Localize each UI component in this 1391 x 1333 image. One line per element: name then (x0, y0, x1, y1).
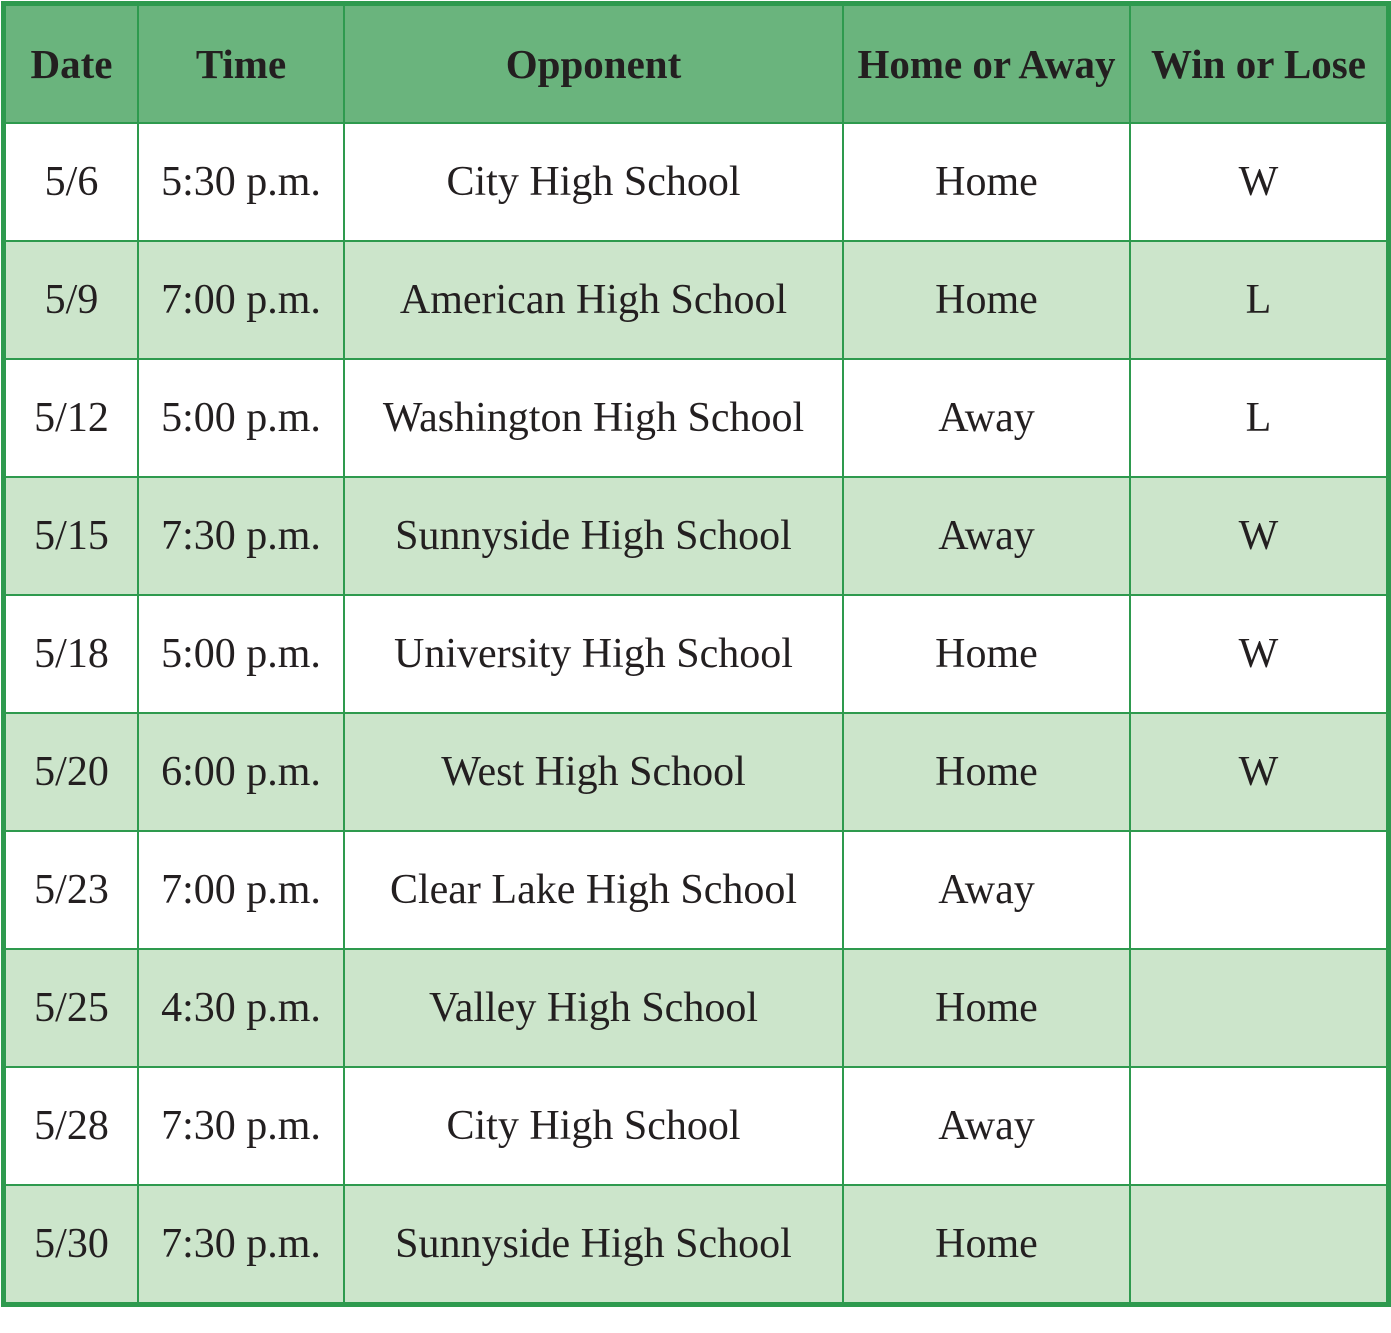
cell-time: 7:00 p.m. (138, 831, 344, 949)
table-row (5, 949, 1387, 1067)
cell-win-or-lose: W (1130, 595, 1387, 713)
header-opponent: Opponent (344, 5, 843, 123)
table-header (5, 5, 1387, 123)
cell-time: 6:00 p.m. (138, 713, 344, 831)
cell-win-or-lose: L (1130, 359, 1387, 477)
cell-opponent: West High School (344, 713, 843, 831)
cell-opponent: Sunnyside High School (344, 477, 843, 595)
header-time: Time (138, 5, 344, 123)
cell-home-or-away: Away (843, 359, 1130, 477)
table-row (5, 831, 1387, 949)
cell-opponent: University High School (344, 595, 843, 713)
cell-date: 5/9 (5, 241, 138, 359)
cell-date: 5/25 (5, 949, 138, 1067)
cell-home-or-away: Home (843, 949, 1130, 1067)
cell-time: 5:00 p.m. (138, 359, 344, 477)
table-row (5, 1185, 1387, 1303)
cell-home-or-away: Home (843, 595, 1130, 713)
cell-win-or-lose (1130, 831, 1387, 949)
header-home-or-away: Home or Away (843, 5, 1130, 123)
cell-home-or-away: Away (843, 831, 1130, 949)
cell-time: 5:30 p.m. (138, 123, 344, 241)
cell-date: 5/15 (5, 477, 138, 595)
cell-home-or-away: Away (843, 1067, 1130, 1185)
table-body (5, 123, 1387, 1303)
header-date: Date (5, 5, 138, 123)
cell-date: 5/6 (5, 123, 138, 241)
cell-win-or-lose: W (1130, 477, 1387, 595)
cell-win-or-lose: L (1130, 241, 1387, 359)
cell-time: 7:30 p.m. (138, 477, 344, 595)
header-row (5, 5, 1387, 123)
cell-home-or-away: Home (843, 713, 1130, 831)
schedule-table (4, 4, 1388, 1304)
table-row (5, 713, 1387, 831)
cell-date: 5/30 (5, 1185, 138, 1303)
cell-date: 5/12 (5, 359, 138, 477)
table-row (5, 595, 1387, 713)
cell-time: 7:30 p.m. (138, 1185, 344, 1303)
cell-opponent: Sunnyside High School (344, 1185, 843, 1303)
cell-home-or-away: Home (843, 123, 1130, 241)
cell-home-or-away: Away (843, 477, 1130, 595)
table-row (5, 123, 1387, 241)
cell-win-or-lose (1130, 1185, 1387, 1303)
header-win-or-lose: Win or Lose (1130, 5, 1387, 123)
cell-date: 5/18 (5, 595, 138, 713)
cell-date: 5/20 (5, 713, 138, 831)
cell-win-or-lose (1130, 949, 1387, 1067)
cell-opponent: City High School (344, 123, 843, 241)
cell-opponent: American High School (344, 241, 843, 359)
cell-opponent: City High School (344, 1067, 843, 1185)
table-row (5, 477, 1387, 595)
cell-date: 5/23 (5, 831, 138, 949)
cell-win-or-lose: W (1130, 713, 1387, 831)
cell-time: 4:30 p.m. (138, 949, 344, 1067)
cell-date: 5/28 (5, 1067, 138, 1185)
cell-opponent: Clear Lake High School (344, 831, 843, 949)
cell-win-or-lose (1130, 1067, 1387, 1185)
cell-win-or-lose: W (1130, 123, 1387, 241)
cell-opponent: Washington High School (344, 359, 843, 477)
table-row (5, 241, 1387, 359)
cell-time: 7:00 p.m. (138, 241, 344, 359)
cell-opponent: Valley High School (344, 949, 843, 1067)
table-row (5, 359, 1387, 477)
cell-time: 5:00 p.m. (138, 595, 344, 713)
table-row (5, 1067, 1387, 1185)
cell-home-or-away: Home (843, 241, 1130, 359)
cell-time: 7:30 p.m. (138, 1067, 344, 1185)
cell-home-or-away: Home (843, 1185, 1130, 1303)
